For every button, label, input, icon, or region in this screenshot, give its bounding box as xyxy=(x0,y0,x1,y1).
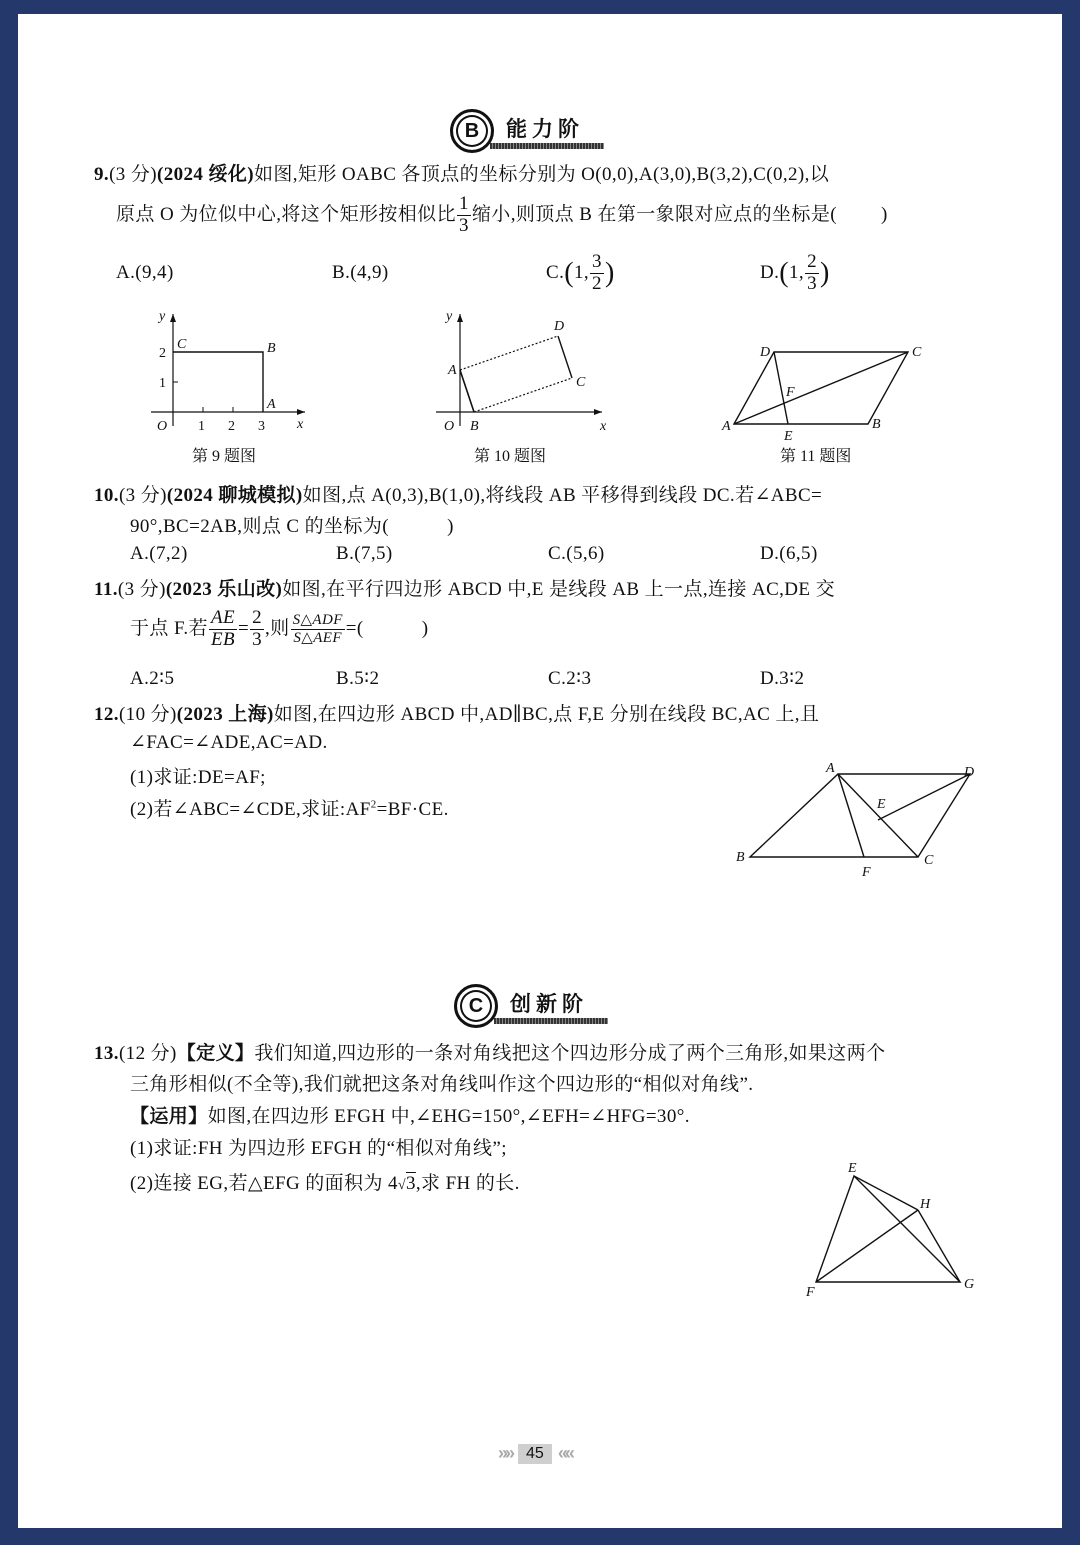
q11-option-c: C.2∶3 xyxy=(548,668,592,689)
q10-source: (2024 聊城模拟) xyxy=(166,485,303,506)
section-b-badge xyxy=(450,109,494,153)
fig13-label-g: G xyxy=(964,1277,975,1292)
fig10-label-a: A xyxy=(448,363,457,378)
fig13-segment-eh xyxy=(854,1176,918,1210)
page-number: 45 xyxy=(518,1444,552,1464)
q13-text2: 三角形相似(不全等),我们就把这条对角线叫作这个四边形的“相似对角线”. xyxy=(130,1074,754,1095)
fig11-label-d: D xyxy=(760,345,771,360)
fig9-label-y: y xyxy=(159,309,166,324)
fig10-caption: 第 10 题图 xyxy=(474,448,547,465)
fig9-label-o: O xyxy=(157,419,168,434)
q9-text2c: ) xyxy=(880,203,888,225)
fig9-label-c: C xyxy=(177,337,187,352)
fig11-label-c: C xyxy=(912,345,922,360)
fig9-tick-label-2: 2 xyxy=(228,419,235,434)
q12-text2: ∠FAC=∠ADE,AC=AD. xyxy=(130,732,328,753)
q9-number: 9. xyxy=(94,164,110,185)
q12-superscript: 2 xyxy=(370,798,377,811)
q11-text2c: =( ) xyxy=(345,617,429,639)
q9-option-c-num: 3 xyxy=(592,251,602,272)
section-c-letter: C xyxy=(468,994,484,1017)
q9-option-d-x: 1, xyxy=(789,261,805,283)
section-b-title: 能力阶 xyxy=(506,117,584,141)
q10-option-c: C.(5,6) xyxy=(548,543,605,564)
fig13-label-f: F xyxy=(806,1285,815,1300)
section-b-title-wrap xyxy=(506,113,584,149)
footer-right-arrows-icon: «« xyxy=(557,1443,572,1463)
q11-option-d: D.3∶2 xyxy=(760,668,805,689)
q10-option-a: A.(7,2) xyxy=(130,543,188,564)
footer-left-arrows-icon: »» xyxy=(498,1443,513,1463)
q10-option-d: D.(6,5) xyxy=(760,543,818,564)
q13-text3: 如图,在四边形 EFGH 中,∠EHG=150°,∠EFH=∠HFG=30°. xyxy=(207,1106,690,1127)
q9-ratio-fraction xyxy=(457,194,471,237)
section-c-badge xyxy=(454,984,498,1028)
fig10-label-o: O xyxy=(444,419,455,434)
fig9-tick-label-1: 1 xyxy=(198,419,205,434)
q11-option-a: A.2∶5 xyxy=(130,668,175,689)
fig10-x-arrow xyxy=(594,409,602,415)
q9-option-d: D.(1, $\frac{2}{3}$ ) xyxy=(760,251,830,294)
fig10-segment-bc xyxy=(474,378,572,412)
fig10-label-b: B xyxy=(470,419,479,434)
fig10-y-arrow xyxy=(457,314,463,322)
fig9-caption: 第 9 题图 xyxy=(192,448,257,465)
q11-fraction-2-3 xyxy=(250,608,264,651)
fig12-label-a: A xyxy=(826,761,835,776)
fig11-label-b: B xyxy=(872,417,881,432)
q12-text1: 如图,在四边形 ABCD 中,AD∥BC,点 F,E 分别在线段 BC,AC 上,且 xyxy=(273,704,820,725)
fig10-segment-ab xyxy=(460,370,474,412)
q9-option-c: C.(1, $\frac{3}{2}$ ) xyxy=(546,251,615,294)
section-c-title-wrap xyxy=(510,988,588,1024)
q13-tag-application: 【运用】 xyxy=(130,1106,208,1127)
figure-13 xyxy=(802,1160,982,1300)
q9-option-b: B.(4,9) xyxy=(332,262,389,283)
q9-option-c-fraction xyxy=(590,252,604,295)
fig11-label-a: A xyxy=(722,419,731,434)
fig13-label-e: E xyxy=(848,1161,857,1176)
q12-number: 12. xyxy=(94,704,119,725)
section-c-bar xyxy=(494,1018,608,1024)
q9-text2a: 原点 O 为位似中心,将这个矩形按相似比 xyxy=(116,203,456,225)
q10-option-b: B.(7,5) xyxy=(336,543,393,564)
q11-line2 xyxy=(130,608,429,651)
q12-meta: (10 分) xyxy=(118,704,177,725)
q11-option-b: B.5∶2 xyxy=(336,668,380,689)
fig10-label-x: x xyxy=(600,419,607,434)
q13-line1 xyxy=(94,1038,885,1065)
q13-line5: (2)连接 EG,若△EFG 的面积为 4√3,求 FH 的长. xyxy=(130,1173,520,1194)
fig9-label-a: A xyxy=(267,397,276,412)
q9-ratio-den: 3 xyxy=(458,214,469,236)
q9-line2 xyxy=(116,194,888,237)
q11-line1 xyxy=(94,574,835,601)
q9-option-c-x: 1, xyxy=(573,261,590,283)
fig12-segment-af xyxy=(838,774,864,857)
q12-line4 xyxy=(130,794,449,821)
q11-frac2-den: 3 xyxy=(252,628,262,650)
q9-option-a: A.(9,4) xyxy=(116,262,174,283)
section-c-title: 创新阶 xyxy=(510,992,588,1016)
q11-meta: (3 分) xyxy=(117,579,166,600)
fig9-label-b: B xyxy=(267,341,276,356)
fig9-tick-label-3: 3 xyxy=(258,419,265,434)
q9-text1: 如图,矩形 OABC 各顶点的坐标分别为 O(0,0),A(3,0),B(3,2),C(0,2),以 xyxy=(253,164,830,185)
fig11-caption: 第 11 题图 xyxy=(780,448,852,465)
q10-meta: (3 分) xyxy=(118,485,167,506)
fig10-label-d: D xyxy=(554,319,565,334)
q12-text4b: =BF·CE. xyxy=(376,799,449,820)
q11-text2b: ,则 xyxy=(265,617,290,639)
fig12-label-e: E xyxy=(877,797,886,812)
fig9-label-x: x xyxy=(297,417,304,432)
fig9-y-tick-label-2: 2 xyxy=(159,346,166,361)
fig12-label-d: D xyxy=(964,765,975,780)
q9-ratio-num: 1 xyxy=(458,193,469,214)
q11-frac3-num: S△ADF xyxy=(292,612,343,629)
fig10-label-y: y xyxy=(446,309,453,324)
section-b-bar xyxy=(490,143,604,149)
q12-text3: (1)求证:DE=AF; xyxy=(130,767,266,788)
q11-frac3-den: S△AEF xyxy=(293,629,342,646)
fig12-label-f: F xyxy=(862,865,871,880)
page xyxy=(18,14,1062,1528)
fig11-label-e: E xyxy=(784,429,793,444)
fig12-label-c: C xyxy=(924,853,934,868)
fig9-x-arrow xyxy=(297,409,305,415)
q11-text2a: 于点 F.若 xyxy=(130,617,208,639)
q13-tag-definition: 【定义】 xyxy=(176,1043,255,1064)
q11-frac1-num: AE xyxy=(210,607,235,628)
q11-fraction-ae-eb xyxy=(209,608,237,651)
q10-number: 10. xyxy=(94,485,119,506)
fig10-segment-ad xyxy=(460,336,558,370)
q13-text5a: (2)连接 EG,若△EFG 的面积为 4 xyxy=(130,1173,398,1194)
fig9-rectangle xyxy=(173,352,263,412)
q9-option-c-den: 2 xyxy=(592,272,602,294)
fig11-diagonal-ac xyxy=(734,352,908,424)
q13-text5b: ,求 FH 的长. xyxy=(415,1173,520,1194)
q12-source: (2023 上海) xyxy=(176,704,274,725)
q11-equals: = xyxy=(237,617,250,639)
q13-radicand: 3 xyxy=(405,1173,416,1194)
q9-option-c-label: C. xyxy=(546,261,565,283)
q9-meta: (3 分) xyxy=(109,164,157,185)
fig11-label-f: F xyxy=(786,385,795,400)
q9-option-d-label: D. xyxy=(760,261,780,283)
section-b-header xyxy=(450,109,584,153)
fig10-segment-dc xyxy=(558,336,572,378)
page-number-footer xyxy=(498,1443,572,1464)
fig10-label-c: C xyxy=(576,375,586,390)
fig13-label-h: H xyxy=(920,1197,931,1212)
fig9-y-tick-label-1: 1 xyxy=(159,376,166,391)
q10-text2: 90°,BC=2AB,则点 C 的坐标为( ) xyxy=(130,516,454,537)
q13-number: 13. xyxy=(94,1043,119,1064)
fig9-y-arrow xyxy=(170,314,176,322)
q11-fraction-areas xyxy=(291,612,345,646)
q11-number: 11. xyxy=(94,579,118,600)
q11-frac2-num: 2 xyxy=(252,607,262,628)
q9-option-d-fraction xyxy=(805,252,819,295)
q13-text4: (1)求证:FH 为四边形 EFGH 的“相似对角线”; xyxy=(130,1138,507,1159)
q9-line1 xyxy=(94,159,829,186)
fig12-diagonal-ac xyxy=(838,774,918,857)
figure-11 xyxy=(720,334,930,444)
q12-text4a: (2)若∠ABC=∠CDE,求证:AF xyxy=(130,799,371,820)
q11-frac1-den: EB xyxy=(210,628,235,650)
fig13-diagonal-fh xyxy=(816,1210,918,1282)
q12-line1 xyxy=(94,699,819,726)
fig12-label-b: B xyxy=(736,850,745,865)
q11-text1: 如图,在平行四边形 ABCD 中,E 是线段 AB 上一点,连接 AC,DE 交 xyxy=(282,579,835,600)
figure-10 xyxy=(430,306,610,441)
q10-text1: 如图,点 A(0,3),B(1,0),将线段 AB 平移得到线段 DC.若∠ABC= xyxy=(302,485,823,506)
figure-12 xyxy=(734,762,984,882)
q13-meta: (12 分) xyxy=(118,1043,177,1064)
section-b-letter: B xyxy=(464,119,480,142)
section-c-header xyxy=(454,984,588,1028)
q11-source: (2023 乐山改) xyxy=(165,579,283,600)
q10-line1 xyxy=(94,480,822,507)
q9-text2b: 缩小,则顶点 B 在第一象限对应点的坐标是( xyxy=(471,203,837,225)
figure-9 xyxy=(143,306,313,441)
q9-option-d-num: 2 xyxy=(807,251,817,272)
q9-option-d-den: 3 xyxy=(807,272,817,294)
q9-source: (2024 绥化) xyxy=(156,164,254,185)
q13-text1: 我们知道,四边形的一条对角线把这个四边形分成了两个三角形,如果这两个 xyxy=(254,1043,886,1064)
q13-line3 xyxy=(130,1101,690,1128)
